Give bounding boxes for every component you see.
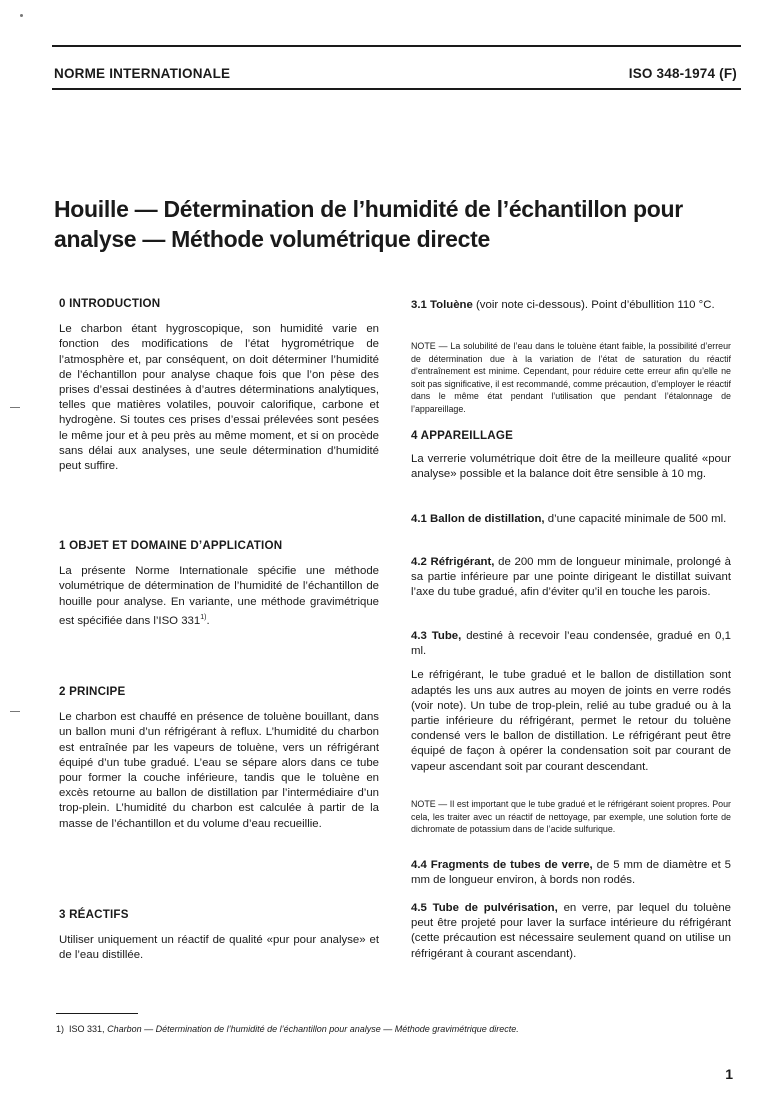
footnote-rule [56, 1013, 138, 1014]
section-introduction [59, 296, 379, 474]
clause-4-1: 4.1 Ballon de distillation, d’une capacité minimale de 500 ml. [411, 513, 727, 525]
scan-mark [10, 407, 20, 408]
header-left-label: NORME INTERNATIONALE [54, 66, 231, 81]
clause-text: 3.1 Toluène (voir note ci-dessous). Point d’ébullition 110 °C. [411, 299, 715, 311]
section-apparatus [411, 428, 731, 483]
section-heading: 3 RÉACTIFS [59, 908, 129, 921]
section-heading: 0 INTRODUCTION [59, 297, 161, 310]
title-line-2: analyse — Méthode volumétrique directe [54, 226, 490, 252]
section-text: La présente Norme Internationale spécifie une méthode volumétrique de détermination de l’humidité de l’échantillon de houille pour analyse. En variante, une méthode gravimétrique est spécifiée dans l’ISO 331$^{1)}$. [59, 565, 379, 627]
clause-4-2: 4.2 Réfrigérant, de 200 mm de longueur minimale, prolongé à sa partie inférieure par une pointe dirigeant le distillat suivant l’axe du tube gradué, afin d’éviter qu’il en touche les parois. [411, 556, 731, 599]
header-top-rule [52, 45, 741, 47]
clause-paragraph: Le réfrigérant, le tube gradué et le ballon de distillation sont adaptés les uns aux autres au moyen de joints en verre rodés (voir note). Un tube de trop-plein, relié au tube gradué ou à la partie inférieure du réfrigérant, permet le retour du toluène condensé vers le ballon de distillation. Le réfrigérant peut être équipé de façon à opérer la condensation soit par courant de vapeur ascendant soit par courant descendant. [411, 669, 731, 773]
footnote: 1) ISO 331, Charbon — Détermination de l’humidité de l’échantillon pour analyse — Méthode gravimétrique directe. [56, 1024, 519, 1034]
note-toluene: NOTE — La solubilité de l’eau dans le toluène étant faible, la possibilité d’erreur de détermination due à la variation de l’état de saturation du réactif d’entraînement est minime. Cependant, pour réduire cette erreur afin qu’elle ne soit pas significative, il est recommandé, comme précaution, d’employer le réactif dans le même état pendant l’utilisation que pendant l’étalonnage de l’appareillage. [411, 341, 731, 414]
section-text: Le charbon est chauffé en présence de toluène bouillant, dans un ballon muni d’un réfrigérant à reflux. L’humidité du charbon est entraînée par les vapeurs de toluène, vers un réfrigérant équipé d’un tube gradué. L’eau se sépare alors dans ce tube pour former la couche inférieure, tandis que le toluène en excès retourne au ballon de distillation par l’intermédiaire d’un trop-plein. L’humidité du charbon est calculée à partir de la masse de l’échantillon et du volume d’eau recueillie. [59, 711, 379, 830]
clause-4-4: 4.4 Fragments de tubes de verre, de 5 mm de diamètre et 5 mm de longueur environ, à bords non rodés. [411, 859, 732, 887]
section-principle [59, 684, 379, 832]
header-bottom-rule [52, 88, 741, 90]
document-title [54, 194, 744, 254]
clause-4-5: 4.5 Tube de pulvérisation, en verre, par lequel du toluène peut être projeté pour laver la surface intérieure du réfrigérant (cette précaution est nécessaire seulement quand on utilise un réfrigérant à courant ascendant). [411, 902, 731, 960]
header-standard-number: ISO 348-1974 (F) [628, 66, 737, 81]
page-number: 1 [725, 1066, 733, 1082]
scan-mark [10, 711, 20, 712]
title-line-1: Houille — Détermination de l’humidité de l’échantillon pour [54, 196, 683, 222]
footnote-ref: 1) [200, 613, 207, 621]
section-scope [59, 538, 379, 629]
section-text: Utiliser uniquement un réactif de qualité «pur pour analyse» et de l’eau distillée. [59, 934, 379, 962]
clause-4-3: 4.3 Tube, destiné à recevoir l’eau condensée, gradué en 0,1 ml. Le réfrigérant, le tube gradué et le ballon de distillation sont adaptés les uns aux autres au moyen de joints en verre rodés (voir note). Un tube de trop-plein, relié au tube gradué ou à la partie inférieure du réfrigérant, permet le retour du toluène condensé vers le ballon de distillation. Le réfrigérant peut être équipé de façon à opérer la condensation soit par courant de vapeur ascendant soit par courant descendant. [411, 629, 731, 775]
section-toluene [411, 298, 731, 313]
section-heading: 1 OBJET ET DOMAINE D’APPLICATION [59, 539, 283, 552]
note-cleaning: NOTE — Il est important que le tube gradué et le réfrigérant soient propres. Pour cela, les traiter avec un réactif de nettoyage, par exemple, une solution forte de dichromate de potassium dans de l’acide sulfurique. [411, 799, 731, 835]
section-reagents [59, 907, 379, 964]
section-heading: 2 PRINCIPE [59, 685, 126, 698]
section-text: Le charbon étant hygroscopique, son humidité varie en fonction des modifications de l’état hygrométrique de l’atmosphère et, par conséquent, on doit déterminer l’humidité de l’échantillon pour analyse chaque fois que l’on pèse des prises d’essai destinées à d’autres déterminations analytiques, telles que matières volatiles, pouvoir calorifique, carbone et hydrogène. Si toutes ces prises d’essai prélevées sont pesées le même jour et à peu près au même moment, et si on procède sans délai aux analyses, une seule détermination d’humidité peut suffire. [59, 323, 379, 473]
scan-dot [20, 14, 23, 17]
section-text: La verrerie volumétrique doit être de la meilleure qualité «pour analyse» possible et la balance doit être sensible à 10 mg. [411, 453, 731, 481]
section-heading: 4 APPAREILLAGE [411, 429, 514, 442]
